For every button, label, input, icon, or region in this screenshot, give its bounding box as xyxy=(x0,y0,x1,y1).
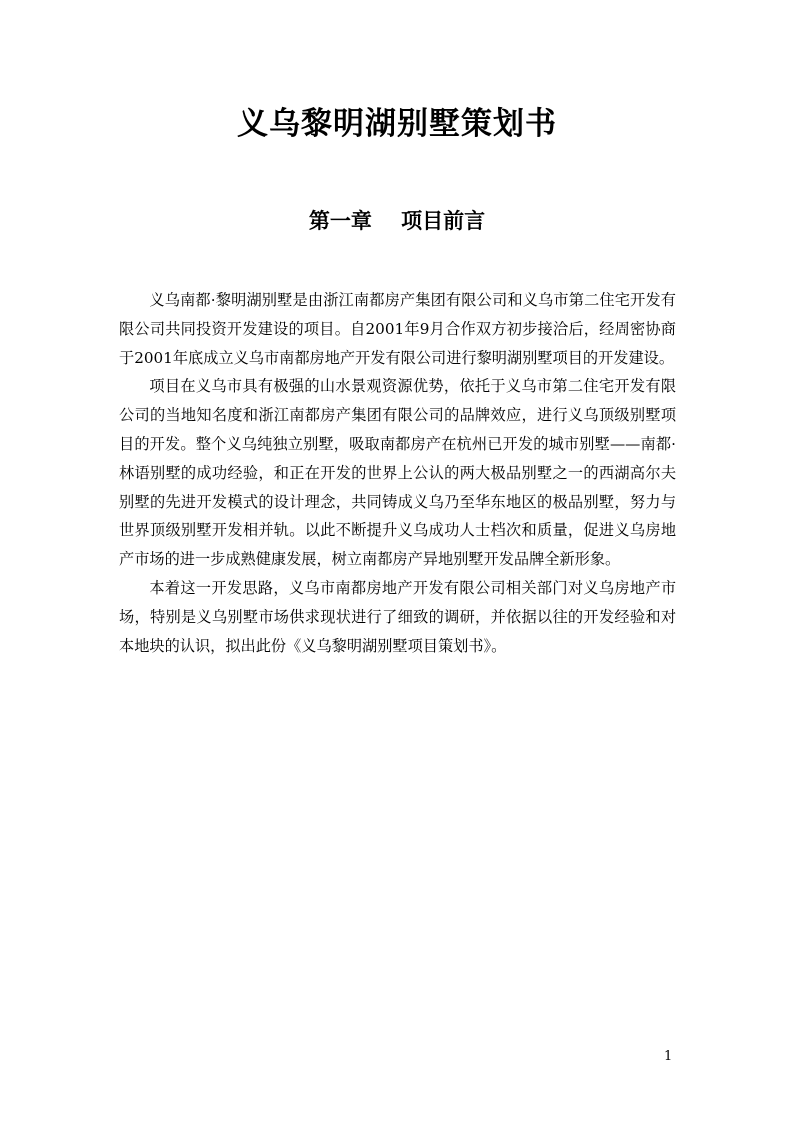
page-number: 1 xyxy=(664,1049,673,1064)
chapter-heading: 第一章 项目前言 xyxy=(308,208,486,233)
paragraph: 项目在义乌市具有极强的山水景观资源优势，依托于义乌市第二住宅开发有限公司的当地知名度和浙江南都房产集团有限公司的品牌效应，进行义乌顶级别墅项目的开发。整个义乌纯独立别墅，吸取南都房产在杭州已开发的城市别墅——南都·林语别墅的成功经验，和正在开发的世界上公认的两大极品别墅之一的西湖高尔夫别墅的先进开发模式的设计理念，共同铸成义乌乃至华东地区的极品别墅，努力与世界顶级别墅开发相并轨。以此不断提升义乌成功人士档次和质量，促进义乌房地产市场的进一步成熟健康发展，树立南都房产异地别墅开发品牌全新形象。 xyxy=(119,377,676,569)
body-text xyxy=(119,286,676,660)
paragraph: 义乌南都·黎明湖别墅是由浙江南都房产集团有限公司和义乌市第二住宅开发有限公司共同投资开发建设的项目。自2001年9月合作双方初步接洽后，经周密协商于2001年底成立义乌市南都房地产开发有限公司进行黎明湖别墅项目的开发建设。 xyxy=(119,291,676,367)
paragraph: 本着这一开发思路，义乌市南都房地产开发有限公司相关部门对义乌房地产市场，特别是义乌别墅市场供求现状进行了细致的调研，并依据以往的开发经验和对本地块的认识，拟出此份《义乌黎明湖别墅项目策划书》。 xyxy=(119,578,676,655)
document-title: 义乌黎明湖别墅策划书 xyxy=(237,106,557,142)
